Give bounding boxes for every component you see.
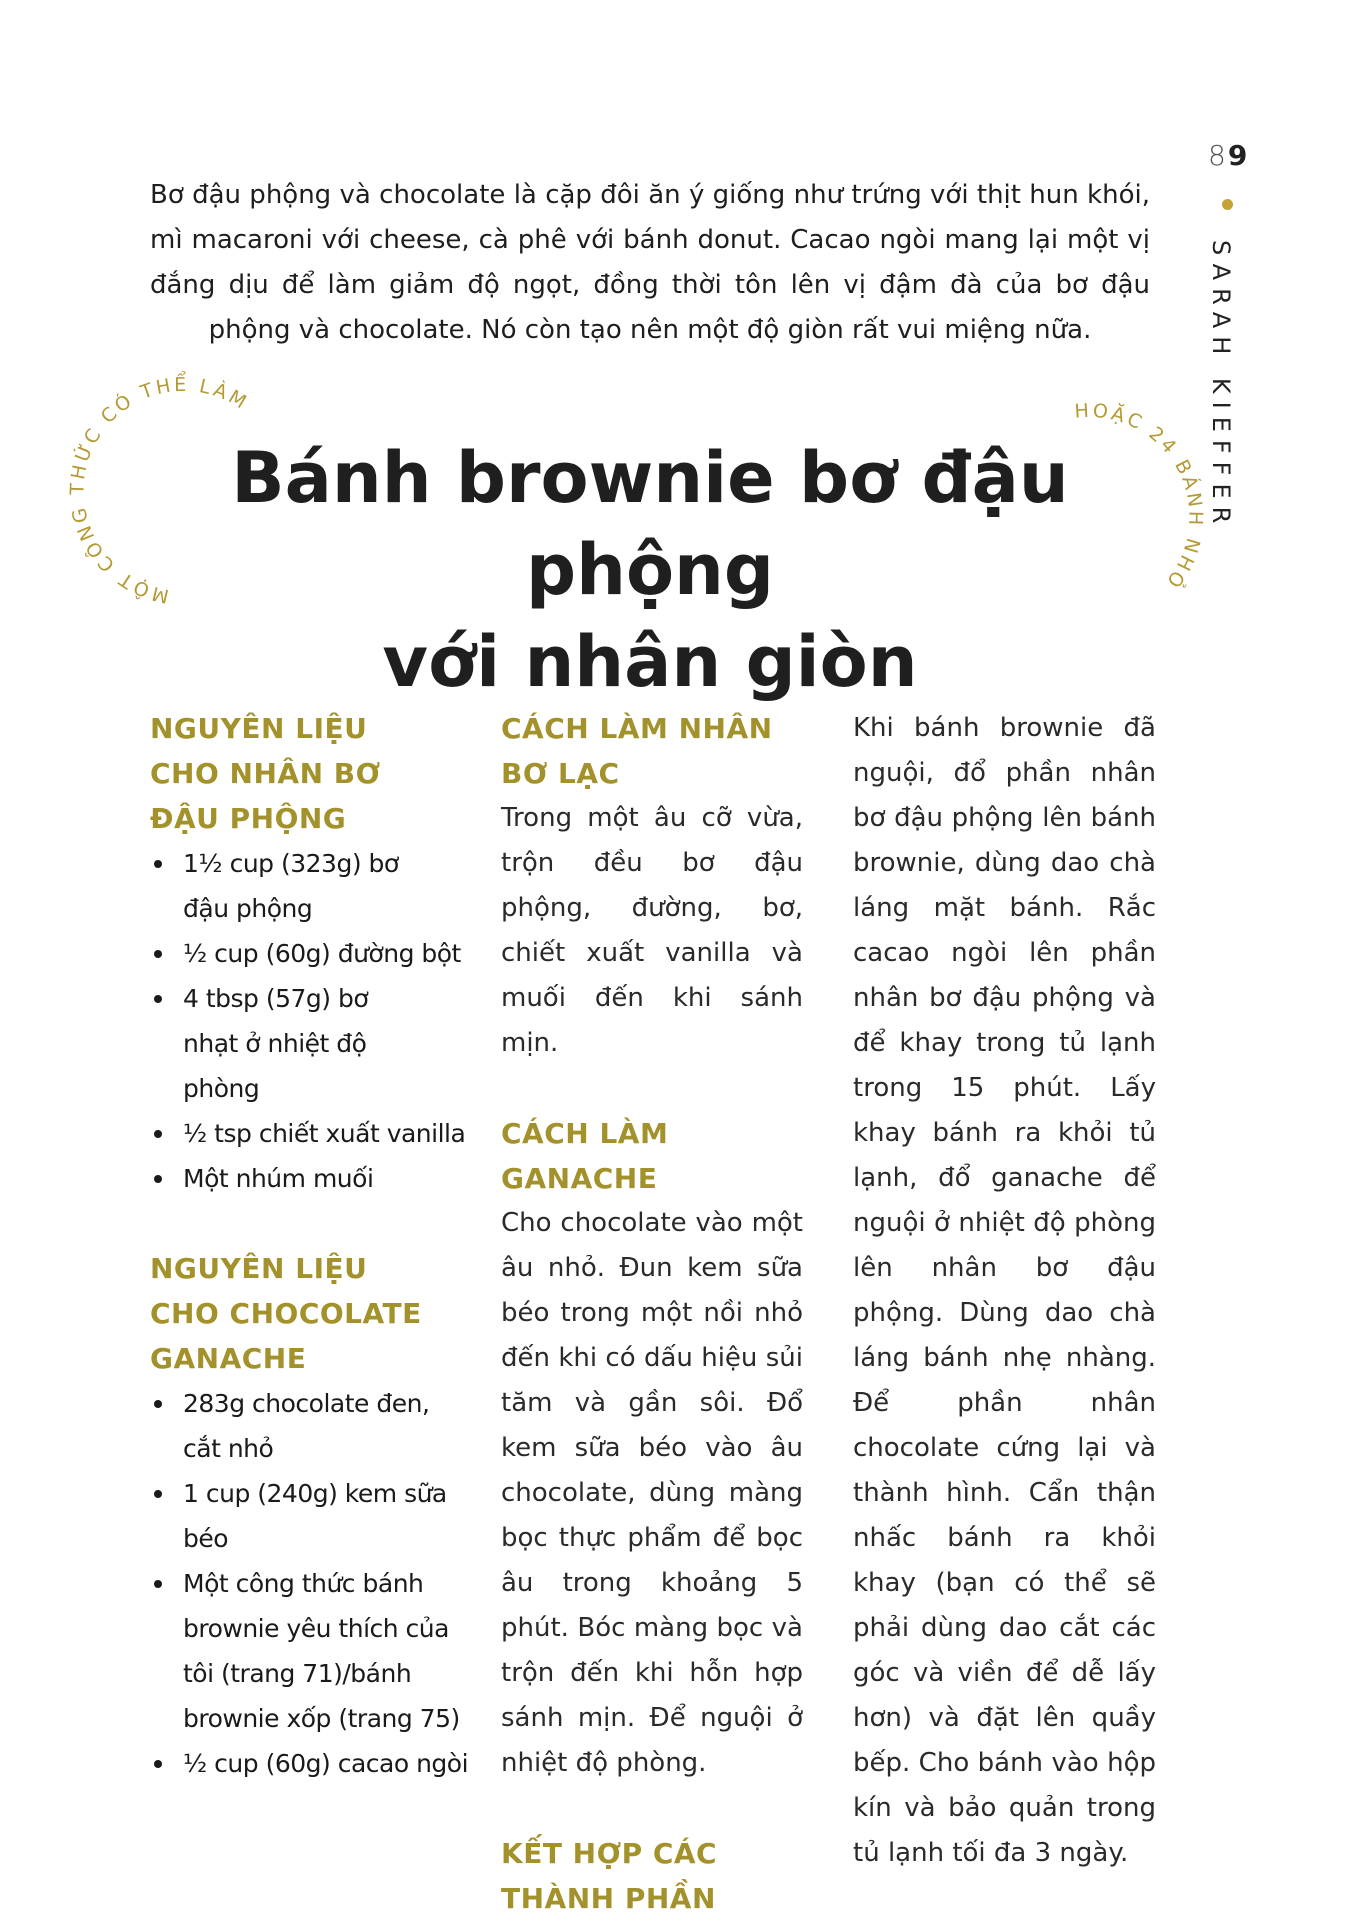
- ganache-ingredients-list: [150, 1381, 470, 1786]
- recipe-title: [130, 432, 1170, 708]
- author-name: SARAH KIEFFER: [1207, 240, 1235, 532]
- ganache-ingredients-heading: NGUYÊN LIỆU CHO CHOCOLATE GANACHE: [150, 1252, 422, 1375]
- list-item: ½ cup (60g) đường bột: [150, 931, 470, 976]
- ganache-method-heading: CÁCH LÀM GANACHE: [501, 1117, 669, 1195]
- list-item: 4 tbsp (57g) bơ nhạt ở nhiệt độ phòng: [150, 976, 423, 1111]
- assembly-column: [853, 706, 1156, 1876]
- yield-arc-left-text: MỘT CÔNG THỨC CÓ THỂ LÀM 12 BÁNH LỚN: [44, 343, 262, 608]
- list-item: Một công thức bánh brownie yêu thích của tôi (trang 71)/bánh brownie xốp (trang 75): [150, 1561, 463, 1741]
- filling-method-heading: CÁCH LÀM NHÂN BƠ LẠC: [501, 712, 773, 790]
- list-item: Một nhúm muối: [150, 1156, 470, 1201]
- list-item: 1 cup (240g) kem sữa béo: [150, 1471, 470, 1561]
- recipe-title-line-1: Bánh brownie bơ đậu phộng: [231, 437, 1069, 611]
- filling-ingredients-heading: NGUYÊN LIỆU CHO NHÂN BƠ ĐẬU PHỘNG: [150, 712, 381, 835]
- yield-arc-right-text: HOẶC 24 BÁNH NHỎ: [1073, 399, 1207, 594]
- list-item: ½ cup (60g) cacao ngòi: [150, 1741, 470, 1786]
- recipe-title-line-2: với nhân giòn: [382, 621, 918, 703]
- page-number-digit-1: 8: [1208, 139, 1228, 172]
- method-column: [501, 706, 803, 1921]
- ganache-method-text: Cho chocolate vào một âu nhỏ. Đun kem sữa béo trong một nồi nhỏ đến khi có dấu hiệu sủi tăm và gần sôi. Đổ kem sữa béo vào âu chocolate, dùng màng bọc thực phẩm để bọc âu trong khoảng 5 phút. Bóc màng bọc và trộn đến khi hỗn hợp sánh mịn. Để nguội ở nhiệt độ phòng.: [501, 1208, 803, 1778]
- assembly-heading: KẾT HỢP CÁC THÀNH PHẦN: [501, 1837, 718, 1915]
- list-item: 1½ cup (323g) bơ đậu phộng: [150, 841, 403, 931]
- ingredients-column: [150, 706, 470, 1786]
- filling-ingredients-list: [150, 841, 470, 1201]
- list-item: 283g chocolate đen, cắt nhỏ: [150, 1381, 443, 1471]
- page-number: [1208, 138, 1249, 174]
- intro-paragraph: Bơ đậu phộng và chocolate là cặp đôi ăn ý giống như trứng với thịt hun khói, mì macaroni với cheese, cà phê với bánh donut. Cacao ngòi mang lại một vị đắng dịu để làm giảm độ ngọt, đồng thời tôn lên vị đậm đà của bơ đậu phộng và chocolate. Nó còn tạo nên một độ giòn rất vui miệng nữa.: [150, 180, 1150, 345]
- bullet-dot-ornament: [1222, 199, 1233, 210]
- page-number-digit-2: 9: [1227, 139, 1250, 172]
- assembly-text: Khi bánh brownie đã nguội, đổ phần nhân bơ đậu phộng lên bánh brownie, dùng dao chà láng mặt bánh. Rắc cacao ngòi lên phần nhân bơ đậu phộng và để khay trong tủ lạnh trong 15 phút. Lấy khay bánh ra khỏi tủ lạnh, đổ ganache để nguội ở nhiệt độ phòng lên nhân bơ đậu phộng. Dùng dao chà láng bánh nhẹ nhàng. Để phần nhân chocolate cứng lại và thành hình. Cẩn thận nhấc bánh ra khỏi khay (bạn có thể sẽ phải dùng dao cắt các góc và viền để dễ lấy hơn) và đặt lên quầy bếp. Cho bánh vào hộp kín và bảo quản trong tủ lạnh tối đa 3 ngày.: [853, 713, 1156, 1868]
- filling-method-text: Trong một âu cỡ vừa, trộn đều bơ đậu phộng, đường, bơ, chiết xuất vanilla và muối đến khi sánh mịn.: [501, 803, 803, 1058]
- list-item: ½ tsp chiết xuất vanilla: [150, 1111, 470, 1156]
